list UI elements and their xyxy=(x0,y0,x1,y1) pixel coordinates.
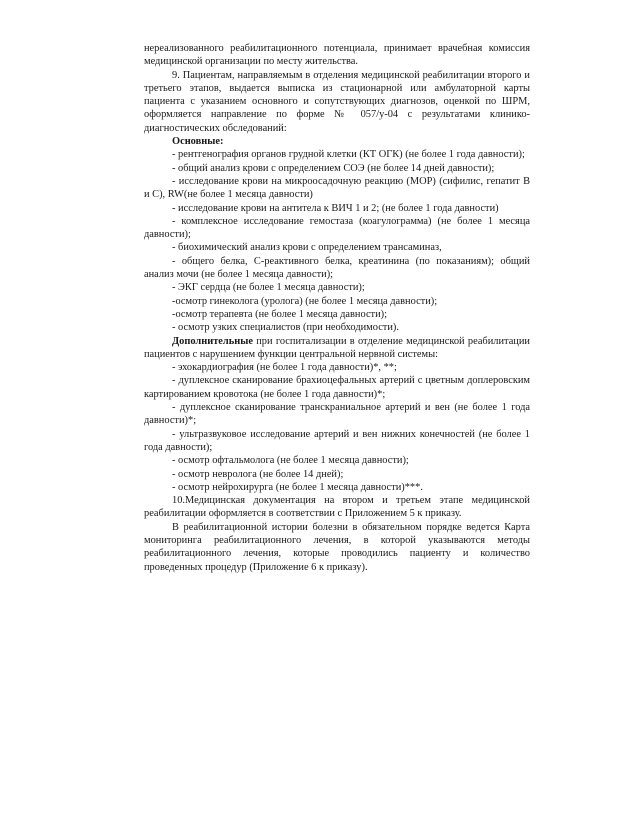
list-item-lower-limb-ultrasound: - ультразвуковое исследование артерий и вен нижних конечностей (не более 1 года давности); xyxy=(144,428,530,453)
paragraph-continuation: нереализованного реабилитационного потенциала, принимает врачебная комиссия медицинской организации по месту жительства. xyxy=(144,43,530,68)
document-page xyxy=(144,42,530,574)
paragraph-item-9: 9. Пациентам, направляемым в отделения медицинской реабилитации второго и третьего этапов, выдается выписка из стационарной или амбулаторной карты пациента с указанием основного и сопутствующих диагнозов, оценкой по ШРМ, оформляется направление по форме № 057/у-04 с результатами клинико-диагностических обследований: xyxy=(144,69,530,134)
list-item-brachiocephalic-scan: - дуплексное сканирование брахиоцефальных артерий с цветным доплеровским картированием кровотока (не более 1 года давности)*; xyxy=(144,375,530,400)
list-item-gynecologist: -осмотр гинеколога (уролога) (не более 1 месяца давности); xyxy=(172,295,438,307)
heading-main-requirements: Основные: xyxy=(172,136,224,148)
list-item-blood-count: - общий анализ крови с определением СОЭ (не более 14 дней давности); xyxy=(172,162,495,174)
list-item-protein-urine: - общего белка, С-реактивного белка, креатинина (по показаниям); общий анализ мочи (не более 1 месяца давности); xyxy=(144,255,530,281)
list-item-biochemistry: - биохимический анализ крови с определением трансаминаз, xyxy=(172,242,442,254)
paragraph-additional xyxy=(144,335,530,362)
paragraph-rehab-history: В реабилитационной истории болезни в обязательном порядке ведется Карта мониторинга реабилитационного лечения, в которой указываются методы реабилитационного лечения, которые проводились пациенту и количество проведенных процедур (Приложение 6 к приказу). xyxy=(144,521,530,573)
list-item-specialists: - осмотр узких специалистов (при необходимости). xyxy=(172,322,399,334)
list-item-echocardiography: - эхокардиография (не более 1 года давности)*, **; xyxy=(172,362,397,374)
list-item-mor-test: - исследование крови на микроосадочную реакцию (МОР) (сифилис, гепатит В и С), RW(не более 1 месяца давности) xyxy=(144,175,530,201)
list-item-transcranial-scan: - дуплексное сканирование транскраниальное артерий и вен (не более 1 года давности)*; xyxy=(144,402,530,427)
list-item-hiv-test: - исследование крови на антитела к ВИЧ 1 и 2; (не более 1 года давности) xyxy=(172,202,499,214)
list-item-therapist: -осмотр терапевта (не более 1 месяца давности); xyxy=(172,308,388,320)
list-item-chest-xray: - рентгенография органов грудной клетки (КТ ОГК) (не более 1 года давности); xyxy=(172,149,525,161)
list-item-neurologist: - осмотр невролога (не более 14 дней); xyxy=(172,468,344,480)
list-item-ophthalmologist: - осмотр офтальмолога (не более 1 месяца давности); xyxy=(172,455,409,467)
additional-label: Дополнительные xyxy=(172,335,253,347)
list-item-neurosurgeon: - осмотр нейрохирурга (не более 1 месяца давности)***. xyxy=(172,481,423,493)
paragraph-item-10: 10.Медицинская документация на втором и третьем этапе медицинской реабилитации оформляется в соответствии с Приложением 5 к приказу. xyxy=(144,495,530,520)
additional-text: при госпитализации в отделение медицинской реабилитации пациентов с нарушением функции центральной нервной системы: xyxy=(144,335,530,360)
list-item-coagulogram: - комплексное исследование гемостаза (коагулограмма) (не более 1 месяца давности); xyxy=(144,215,530,241)
list-item-ecg: - ЭКГ сердца (не более 1 месяца давности); xyxy=(172,282,365,294)
